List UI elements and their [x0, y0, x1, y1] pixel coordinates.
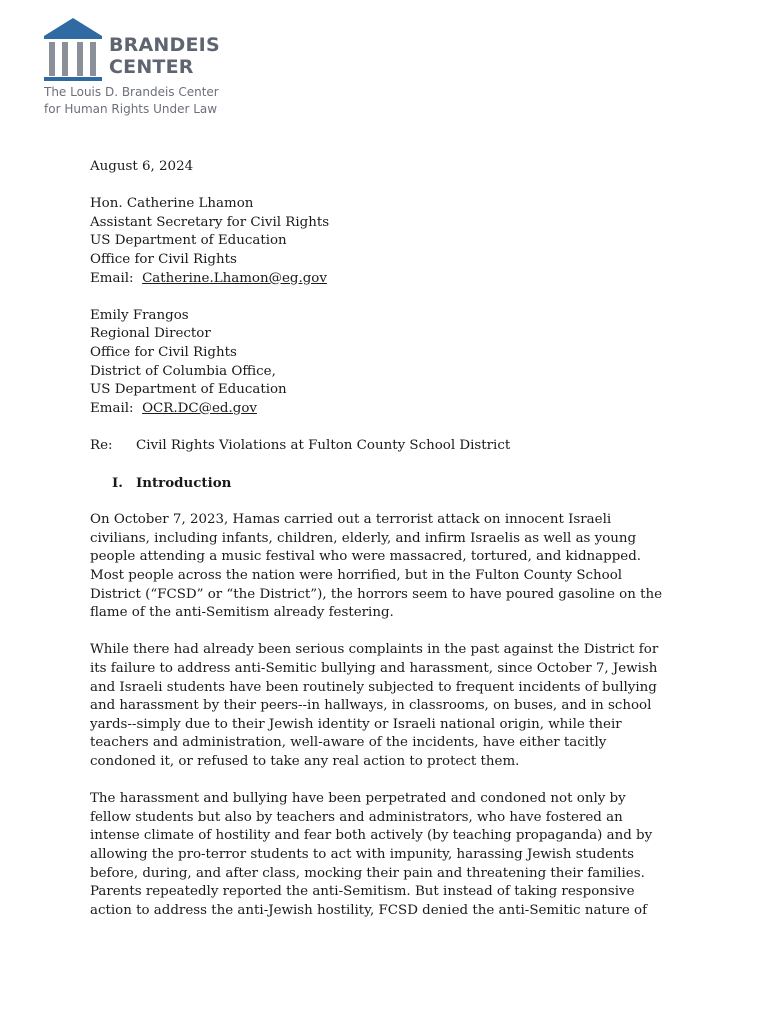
logo-tagline — [44, 84, 219, 118]
paragraph-line: The harassment and bullying have been perpetrated and condoned not only by — [90, 791, 626, 807]
recipient2-title: Regional Director — [90, 326, 211, 342]
recipient2-org2: District of Columbia Office, — [90, 363, 276, 379]
logo-tagline-line1: The Louis D. Brandeis Center — [44, 85, 219, 99]
paragraph-line: and harassment by their peers--in hallways, in classrooms, on buses, and in school — [90, 698, 652, 714]
paragraph-line: yards--simply due to their Jewish identity or Israeli national origin, while their — [90, 716, 622, 732]
paragraph-line: District (“FCSD” or “the District”), the horrors seem to have poured gasoline on the — [90, 586, 663, 602]
paragraph-line: people attending a music festival who were massacred, tortured, and kidnapped. — [90, 549, 642, 565]
paragraph-line: action to address the anti-Jewish hostility, FCSD denied the anti-Semitic nature of — [90, 902, 648, 918]
letter-date: August 6, 2024 — [90, 159, 194, 174]
paragraph-line: and Israeli students have been routinely subjected to frequent incidents of bullying — [90, 679, 657, 695]
logo-name-line2: CENTER — [109, 56, 194, 78]
letter-body — [90, 158, 680, 939]
logo-name-line1: BRANDEIS — [109, 34, 220, 56]
columns-building-icon — [42, 16, 104, 82]
paragraph-line: Most people across the nation were horrified, but in the Fulton County School — [90, 568, 623, 584]
recipient-address-2 — [90, 307, 680, 419]
recipient2-email-label: Email: — [90, 400, 134, 416]
section-number: I. — [112, 475, 123, 492]
logo-tagline-line2: for Human Rights Under Law — [44, 102, 218, 116]
section-heading — [112, 474, 680, 493]
recipient1-org1: US Department of Education — [90, 233, 287, 249]
paragraph-line: allowing the pro-terror students to act with impunity, harassing Jewish students — [90, 846, 634, 862]
recipient1-org2: Office for Civil Rights — [90, 251, 237, 267]
body-paragraph-1 — [90, 511, 680, 623]
paragraph-line: While there had already been serious complaints in the past against the District for — [90, 642, 659, 658]
paragraph-line: Parents repeatedly reported the anti-Semitism. But instead of taking responsive — [90, 884, 635, 900]
subject-label: Re: — [90, 437, 113, 453]
paragraph-line: On October 7, 2023, Hamas carried out a terrorist attack on innocent Israeli — [90, 512, 612, 528]
recipient1-name: Hon. Catherine Lhamon — [90, 196, 254, 212]
paragraph-line: fellow students but also by teachers and administrators, who have fostered an — [90, 809, 623, 825]
recipient2-email-link[interactable]: OCR.DC@ed.gov — [142, 400, 257, 416]
letter-date-block — [90, 158, 680, 177]
recipient1-title: Assistant Secretary for Civil Rights — [90, 214, 330, 230]
paragraph-line: its failure to address anti-Semitic bullying and harassment, since October 7, Jewish — [90, 661, 658, 677]
paragraph-line: teachers and administration, well-aware of the incidents, have either tacitly — [90, 735, 607, 751]
section-title: Introduction — [136, 475, 232, 492]
body-paragraph-2 — [90, 641, 680, 771]
paragraph-line: condoned it, or refused to take any real action to protect them. — [90, 754, 520, 769]
recipient1-email-row — [90, 270, 680, 289]
logo-wordmark — [109, 34, 220, 78]
paragraph-line: flame of the anti-Semitism already festering. — [90, 605, 394, 621]
recipient1-email-link[interactable]: Catherine.Lhamon@eg.gov — [142, 270, 327, 286]
recipient2-org1: Office for Civil Rights — [90, 344, 237, 360]
recipient-address-1 — [90, 195, 680, 288]
recipient2-name: Emily Frangos — [90, 307, 189, 323]
paragraph-line: before, during, and after class, mocking their pain and threatening their families. — [90, 865, 645, 881]
recipient2-email-row — [90, 400, 680, 419]
subject-text: Civil Rights Violations at Fulton County School District — [136, 437, 511, 453]
body-paragraph-3 — [90, 790, 680, 920]
brandeis-center-logo — [42, 16, 282, 120]
recipient1-email-label: Email: — [90, 270, 134, 286]
paragraph-line: intense climate of hostility and fear both actively (by teaching propaganda) and by — [90, 828, 653, 844]
subject-line — [90, 437, 680, 456]
recipient2-org3: US Department of Education — [90, 382, 287, 398]
paragraph-line: civilians, including infants, children, elderly, and infirm Israelis as well as young — [90, 530, 637, 546]
